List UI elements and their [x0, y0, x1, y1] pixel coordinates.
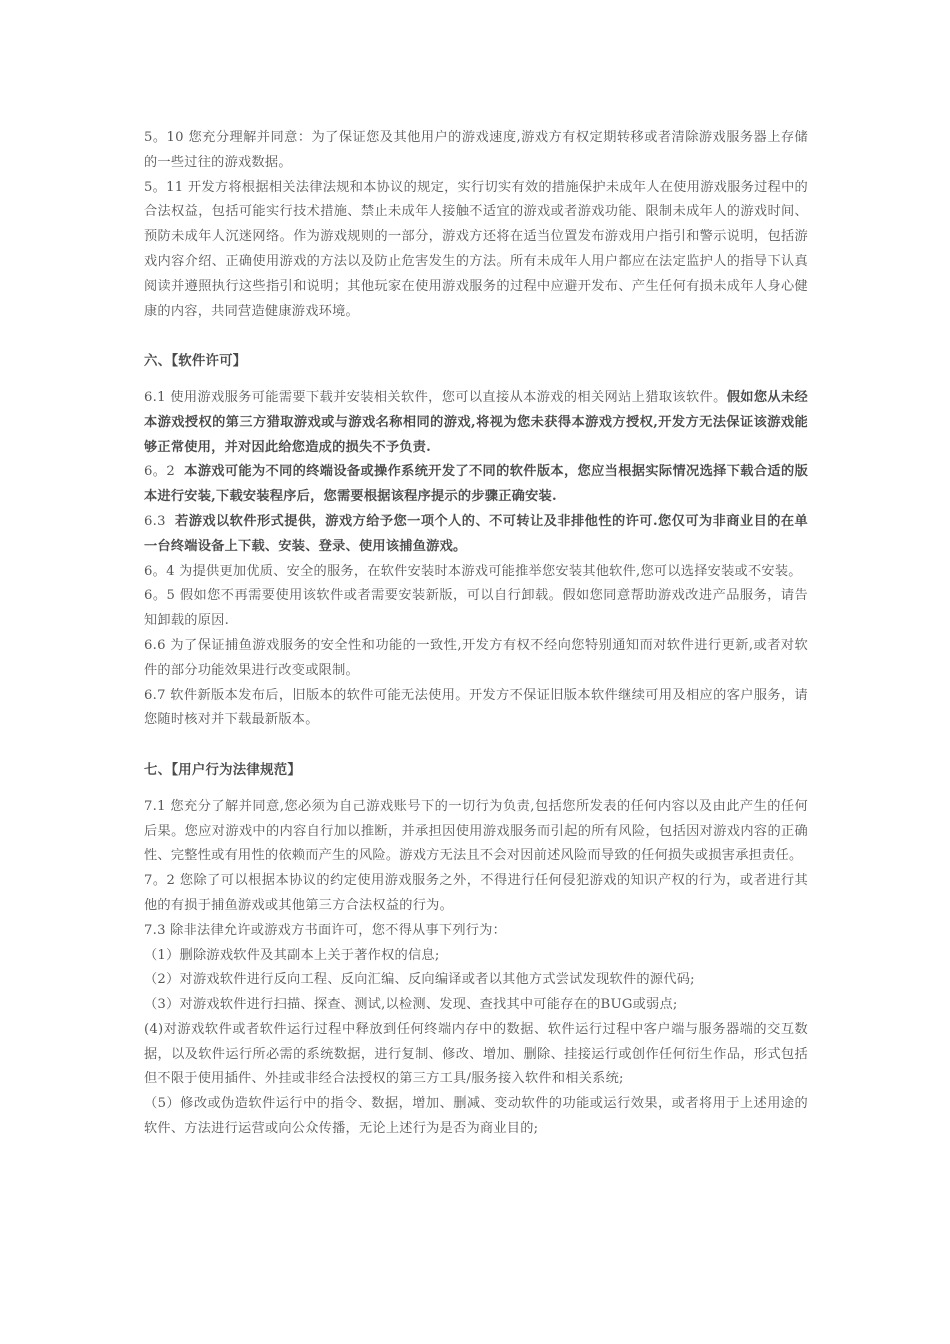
paragraph-6-1 — [144, 386, 808, 460]
paragraph-6-2-bold: 本游戏可能为不同的终端设备或操作系统开发了不同的软件版本，您应当根据实际情况选择下载合适的版本进行安装,下载安装程序后，您需要根据该程序提示的步骤正确安装. — [144, 464, 808, 505]
document-body — [144, 126, 808, 1142]
list-item-3: （3）对游戏软件进行扫描、探查、测试,以检测、发现、查找其中可能存在的BUG或弱点; — [144, 997, 678, 1013]
paragraph-5-11: 5。11 开发方将根据相关法律法规和本协议的规定，实行切实有效的措施保护未成年人在使用游戏服务过程中的合法权益，包括可能实行技术措施、禁止未成年人接触不适宜的游戏或者游戏功能、限制未成年人的游戏时间、预防未成年人沉迷网络。作为游戏规则的一部分，游戏方还将在适当位置发布游戏用户指引和警示说明，包括游戏内容介绍、正确使用游戏的方法以及防止危害发生的方法。所有未成年人用户都应在法定监护人的指导下认真阅读并遵照执行这些指引和说明；其他玩家在使用游戏服务的过程中应避开发布、产生任何有损未成年人身心健康的内容，共同营造健康游戏环境。 — [144, 179, 808, 319]
spacer — [144, 733, 808, 758]
paragraph-6-3 — [144, 510, 808, 560]
paragraph-5-10: 5。10 您充分理解并同意：为了保证您及其他用户的游戏速度,游戏方有权定期转移或者清除游戏服务器上存储的一些过往的游戏数据。 — [144, 130, 808, 170]
paragraph-6-2-number: 6。2 — [144, 464, 185, 480]
section-6-title: 六、【软件许可】 — [144, 353, 247, 370]
paragraph-7-3: 7.3 除非法律允许或游戏方书面许可，您不得从事下列行为： — [144, 922, 507, 938]
section-7-title: 七、【用户行为法律规范】 — [144, 761, 301, 778]
spacer — [144, 783, 808, 795]
paragraph-6-2 — [144, 460, 808, 510]
paragraph-6-6: 6.6 为了保证捕鱼游戏服务的安全性和功能的一致性,开发方有权不经向您特别通知而对软件进行更新,或者对软件的部分功能效果进行改变或限制。 — [144, 637, 808, 678]
paragraph-6-5: 6。5 假如您不再需要使用该软件或者需要安装新版，可以自行卸载。假如您同意帮助游戏改进产品服务，请告知卸载的原因. — [144, 588, 808, 629]
paragraph-6-3-bold: 若游戏以软件形式提供，游戏方给予您一项个人的、不可转让及非排他性的许可.您仅可为非商业目的在单一台终端设备上下载、安装、登录、使用该捕鱼游戏。 — [144, 513, 808, 554]
paragraph-6-7: 6.7 软件新版本发布后，旧版本的软件可能无法使用。开发方不保证旧版本软件继续可用及相应的客户服务，请您随时核对并下载最新版本。 — [144, 687, 808, 728]
paragraph-6-1-bold: 假如您从未经本游戏授权的第三方猎取游戏或与游戏名称相同的游戏,将视为您未获得本游戏方授权,开发方无法保证该游戏能够正常使用，并对因此给您造成的损失不予负责. — [144, 389, 808, 455]
list-item-4: (4)对游戏软件或者软件运行过程中释放到任何终端内存中的数据、软件运行过程中客户端与服务器端的交互数据，以及软件运行所必需的系统数据，进行复制、修改、增加、删除、挂接运行或创作任何衍生作品，形式包括但不限于使用插件、外挂或非经合法授权的第三方工具/服务接入软件和相关系统; — [144, 1021, 808, 1087]
paragraph-7-2: 7。2 您除了可以根据本协议的约定使用游戏服务之外，不得进行任何侵犯游戏的知识产权的行为，或者进行其他的有损于捕鱼游戏或其他第三方合法权益的行为。 — [144, 873, 808, 913]
spacer — [144, 324, 808, 349]
paragraph-6-4: 6。4 为提供更加优质、安全的服务，在软件安装时本游戏可能推举您安装其他软件,您可以选择安装或不安装。 — [144, 563, 802, 579]
spacer — [144, 374, 808, 386]
list-item-1: （1）删除游戏软件及其副本上关于著作权的信息; — [144, 947, 440, 963]
paragraph-6-3-number: 6.3 — [144, 513, 176, 529]
list-item-5: （5）修改或伪造软件运行中的指令、数据，增加、删减、变动软件的功能或运行效果，或者将用于上述用途的软件、方法进行运营或向公众传播，无论上述行为是否为商业目的; — [144, 1096, 808, 1137]
list-item-2: （2）对游戏软件进行反向工程、反向汇编、反向编译或者以其他方式尝试发现软件的源代码; — [144, 972, 695, 988]
paragraph-7-1: 7.1 您充分了解并同意,您必须为自己游戏账号下的一切行为负责,包括您所发表的任何内容以及由此产生的任何后果。您应对游戏中的内容自行加以推断，并承担因使用游戏服务而引起的所有风险，包括因对游戏内容的正确性、完整性或有用性的依赖而产生的风险。游戏方无法且不会对因前述风险而导致的任何损失或损害承担责任。 — [144, 798, 808, 864]
paragraph-6-1-normal: 6.1 使用游戏服务可能需要下载并安装相关软件，您可以直接从本游戏的相关网站上猎取该软件。 — [144, 389, 727, 405]
